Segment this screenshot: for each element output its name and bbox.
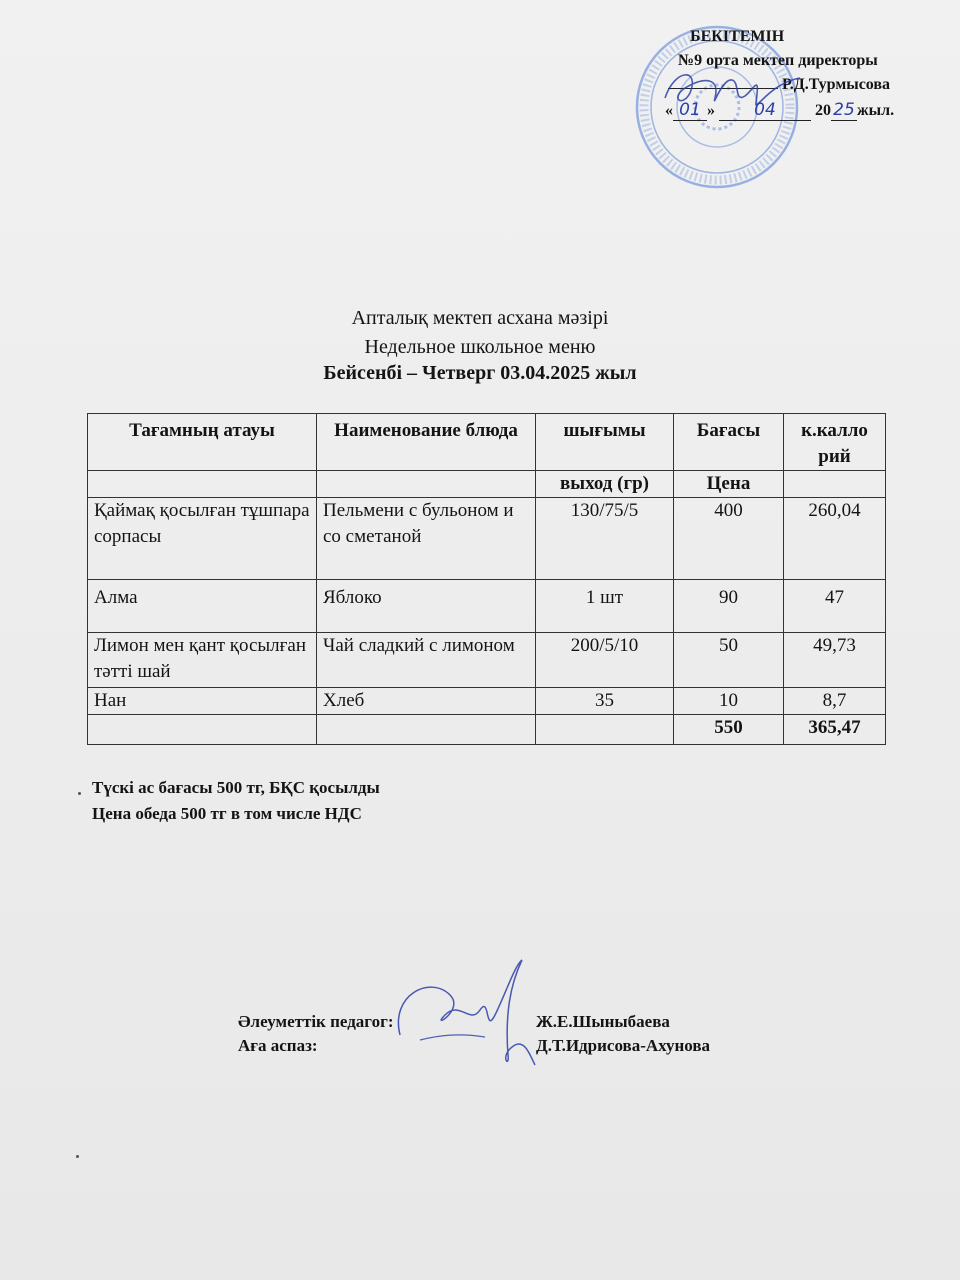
dish-yield: 200/5/10 [536,633,674,688]
subheader-price: Цена [674,471,784,498]
dish-price: 10 [674,688,784,715]
table-subheader-row [88,471,886,498]
header-kazakh-name: Тағамның атауы [88,414,317,471]
approval-heading: БЕКІТЕМІН [690,28,785,45]
dish-kazakh: Лимон мен қант қосылған тәтті шай [88,633,317,688]
table-row [88,580,886,633]
subheader-cell [784,471,886,498]
table-row [88,688,886,715]
price-notes [92,775,380,827]
signer-role: Әлеуметтік педагог: [238,1012,394,1031]
dish-russian: Пельмени с бульоном и со сметаной [317,498,536,580]
signers-block [238,1010,798,1070]
dish-calories: 47 [784,580,886,633]
dish-price: 90 [674,580,784,633]
dish-yield: 130/75/5 [536,498,674,580]
header-yield: шығымы [536,414,674,471]
dish-russian: Чай сладкий с лимоном [317,633,536,688]
header-russian-name: Наименование блюда [317,414,536,471]
table-row [88,498,886,580]
menu-table [87,413,886,745]
dish-calories: 8,7 [784,688,886,715]
dish-price: 50 [674,633,784,688]
price-note-russian: Цена обеда 500 тг в том числе НДС [92,804,362,823]
menu-day-date: Бейсенбі – Четверг 03.04.2025 жыл [323,362,637,384]
table-row [88,633,886,688]
total-cell [536,715,674,745]
total-price: 550 [674,715,784,745]
dish-yield: 35 [536,688,674,715]
total-cell [317,715,536,745]
dish-kazakh: Қаймақ қосылған тұшпара сорпасы [88,498,317,580]
total-calories: 365,47 [784,715,886,745]
signer-name: Ж.Е.Шыныбаева [536,1012,670,1031]
director-signature [660,58,810,118]
subheader-yield: выход (гр) [536,471,674,498]
approval-month: 04 [719,100,811,121]
dish-russian: Яблоко [317,580,536,633]
dish-kazakh: Алма [88,580,317,633]
dish-yield: 1 шт [536,580,674,633]
header-calories: к.калло рий [784,414,886,471]
header-price: Бағасы [674,414,784,471]
menu-title-kazakh: Апталық мектеп асхана мәзірі [351,307,609,329]
signer-row [238,1010,798,1034]
approval-year: 25 [831,100,857,121]
approval-position: №9 орта мектеп директоры [678,52,878,69]
margin-speck [78,792,81,795]
approval-day: 01 [673,100,707,121]
table-total-row [88,715,886,745]
approval-date: « 01 » 04 20 25 жыл. [665,100,895,120]
subheader-cell [317,471,536,498]
signer-name: Д.Т.Идрисова-Ахунова [536,1036,711,1055]
signer-role: Аға аспаз: [238,1036,318,1055]
subheader-cell [88,471,317,498]
menu-title-russian: Недельное школьное меню [364,336,596,358]
dish-price: 400 [674,498,784,580]
dish-calories: 260,04 [784,498,886,580]
margin-speck [76,1155,79,1158]
dish-calories: 49,73 [784,633,886,688]
signer-row [238,1034,798,1058]
table-header-row [88,414,886,471]
director-name: Р.Д.Турмысова [782,76,891,93]
dish-kazakh: Нан [88,688,317,715]
total-cell [88,715,317,745]
price-note-kazakh: Түскі ас бағасы 500 тг, БҚС қосылды [92,778,380,797]
dish-russian: Хлеб [317,688,536,715]
